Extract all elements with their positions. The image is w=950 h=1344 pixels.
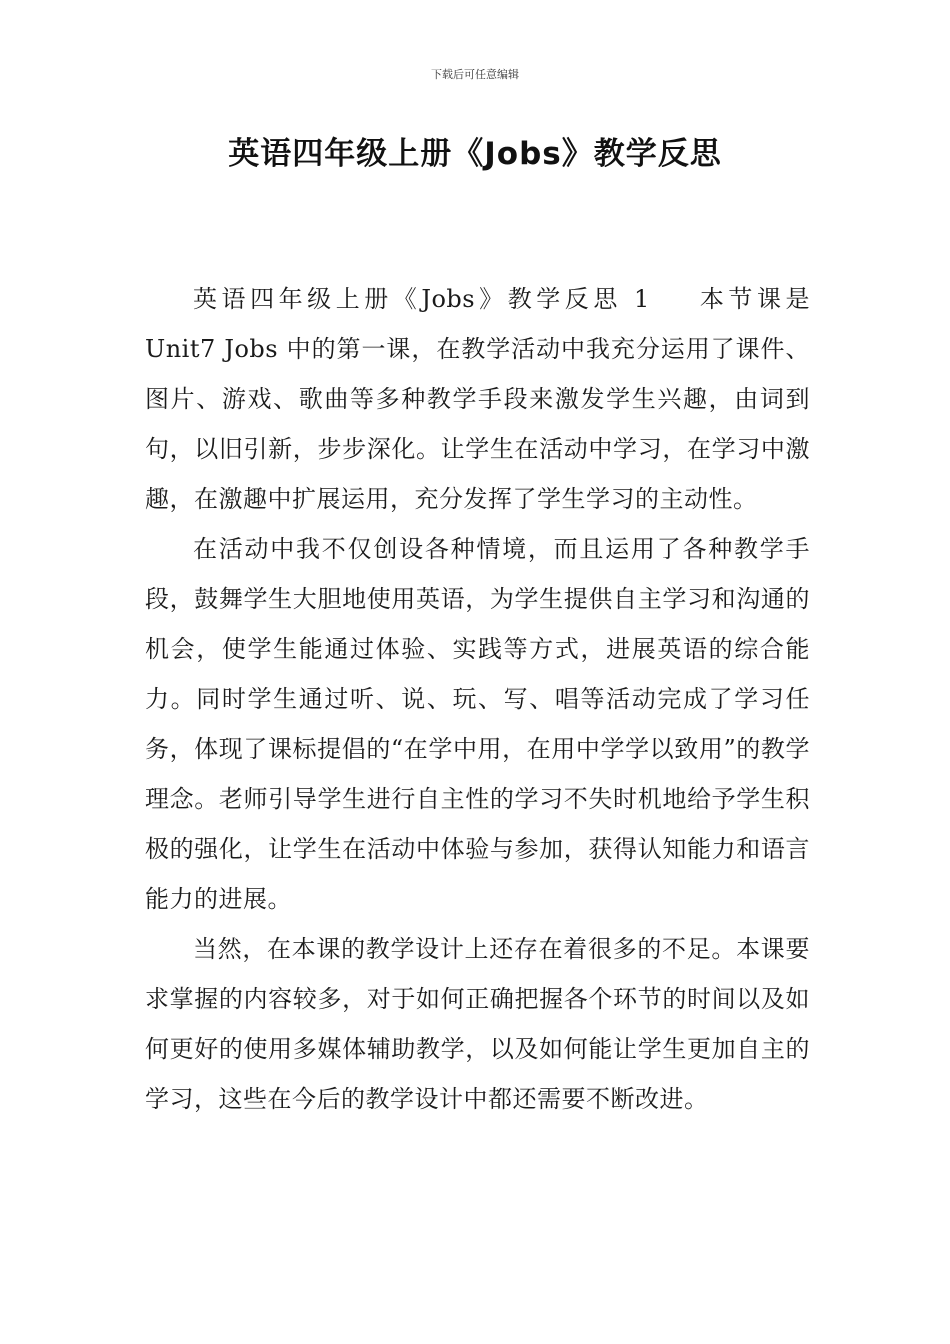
paragraph-2: 在活动中我不仅创设各种情境，而且运用了各种教学手段，鼓舞学生大胆地使用英语，为学生提供自主学习和沟通的机会，使学生能通过体验、实践等方式，进展英语的综合能力。同时学生通过听、说、玩、写、唱等活动完成了学习任务，体现了课标提倡的“在学中用，在用中学学以致用”的教学理念。老师引导学生进行自主性的学习不失时机地给予学生积极的强化，让学生在活动中体验与参加，获得认知能力和语言能力的进展。 — [145, 535, 810, 913]
paragraph-1-heading: 英语四年级上册《Jobs》教学反思 1 — [193, 285, 650, 313]
paragraph-3: 当然，在本课的教学设计上还存在着很多的不足。本课要求掌握的内容较多，对于如何正确把握各个环节的时间以及如何更好的使用多媒体辅助教学，以及如何能让学生更加自主的学习，这些在今后的教学设计中都还需要不断改进。 — [145, 935, 810, 1113]
document-title: 英语四年级上册《Jobs》教学反思 — [228, 136, 722, 172]
document-body — [145, 274, 810, 1124]
header-note: 下载后可任意编辑 — [431, 68, 519, 81]
paragraph-1-text: 本节课是 Unit7 Jobs 中的第一课，在教学活动中我充分运用了课件、图片、游戏、歌曲等多种教学手段来激发学生兴趣，由词到句，以旧引新，步步深化。让学生在活动中学习，在学习中激趣，在激趣中扩展运用，充分发挥了学生学习的主动性。 — [145, 285, 811, 513]
paragraph-1 — [145, 274, 810, 524]
